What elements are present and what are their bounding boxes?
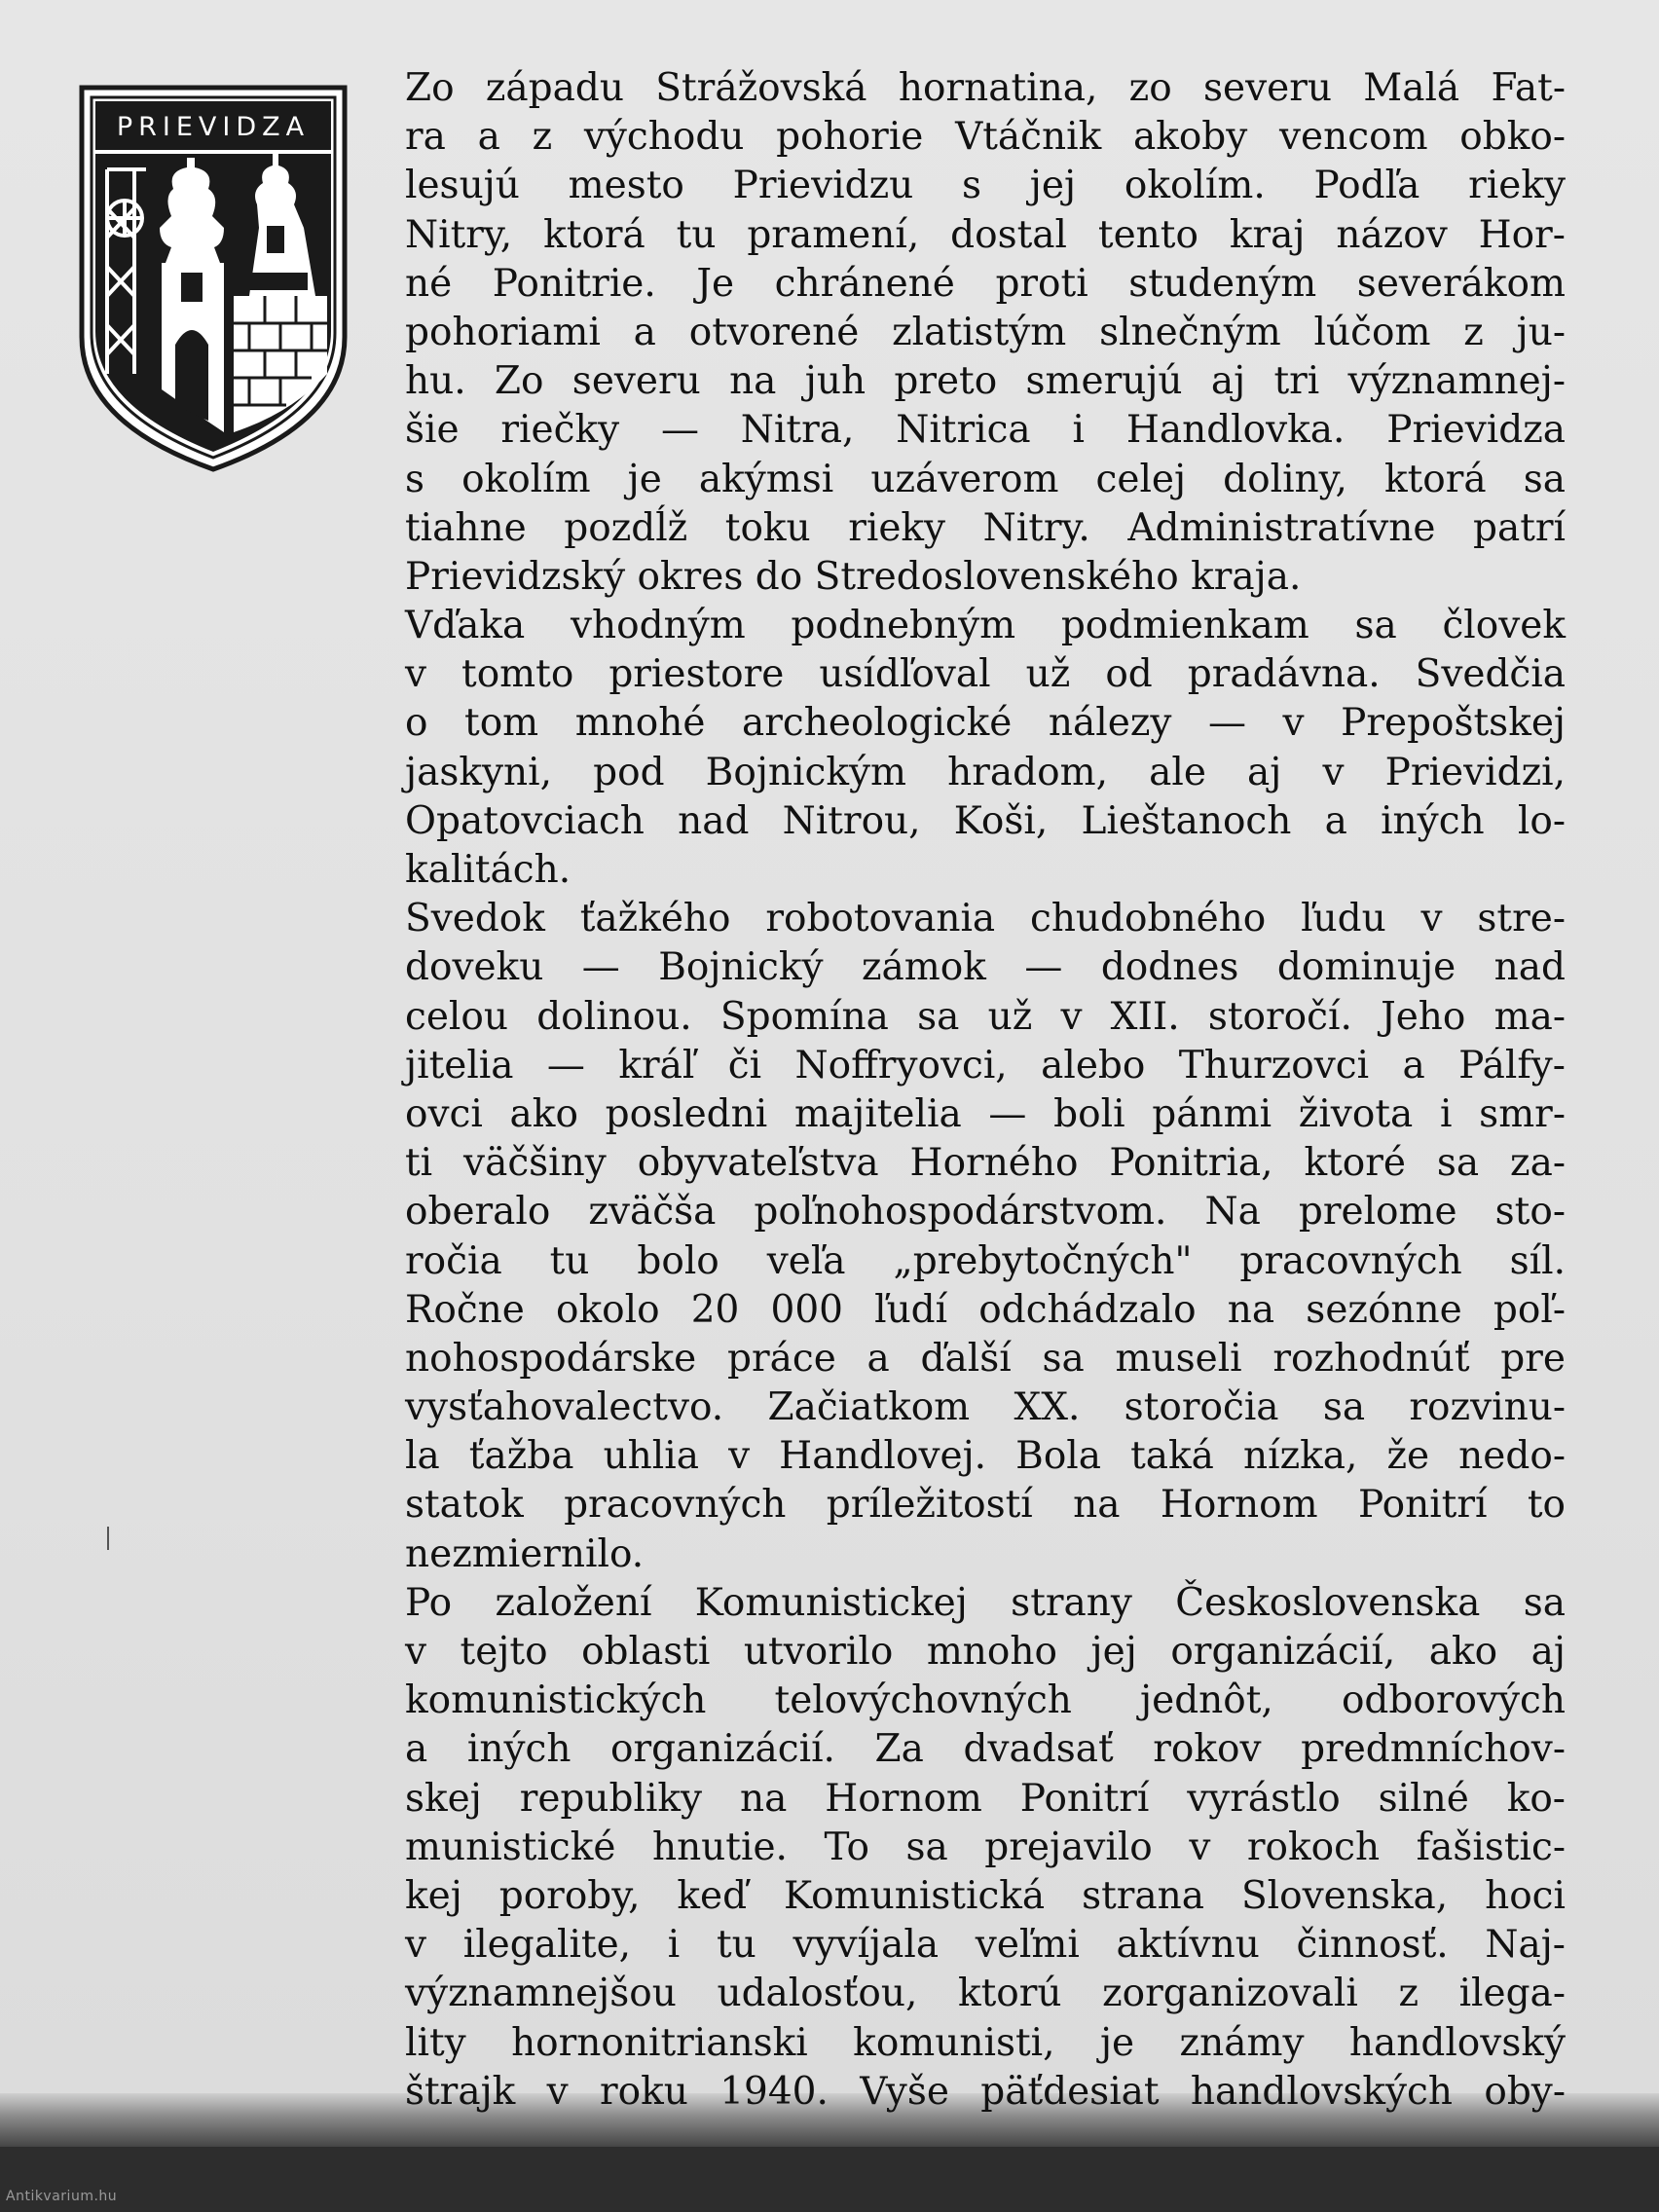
- text-line: v tejto oblasti utvorilo mnoho jej organizácií, ako aj: [405, 1630, 1566, 1674]
- text-line: šie riečky — Nitra, Nitrica i Handlovka. Prievidza: [405, 408, 1566, 453]
- text-line: nezmiernilo.: [405, 1531, 645, 1576]
- text-line: lity hornonitrianski komunisti, je známy handlovský: [405, 2020, 1566, 2065]
- text-line: ti väčšiny obyvateľstva Horného Ponitria, ktoré sa za-: [405, 1141, 1566, 1186]
- text-line: štrajk v roku 1940. Vyše päťdesiat handlovských oby-: [405, 2069, 1566, 2114]
- text-line: statok pracovných príležitostí na Hornom Ponitrí to: [405, 1483, 1566, 1528]
- text-line: doveku — Bojnický zámok — dodnes dominuje nad: [405, 945, 1566, 990]
- text-line: Svedok ťažkého robotovania chudobného ľudu v stre-: [405, 897, 1566, 941]
- text-line: hu. Zo severu na juh preto smerujú aj tri významnej-: [405, 359, 1566, 404]
- text-line: v tomto priestore usídľoval už od pradávna. Svedčia: [405, 652, 1566, 697]
- text-line: Ročne okolo 20 000 ľudí odchádzalo na sezónne poľ-: [405, 1287, 1566, 1332]
- text-line: Zo západu Strážovská hornatina, zo severu Malá Fat-: [405, 66, 1566, 110]
- article-body: [405, 64, 1566, 2117]
- text-line: lesujú mesto Prievidzu s jej okolím. Podľa rieky: [405, 164, 1566, 208]
- text-line: Nitry, ktorá tu pramení, dostal tento kraj názov Hor-: [405, 212, 1566, 257]
- text-line: vysťahovalectvo. Začiatkom XX. storočia sa rozvinu-: [405, 1385, 1566, 1430]
- text-line: pohoriami a otvorené zlatistým slnečným lúčom z ju-: [405, 310, 1566, 354]
- text-line: oberalo zväčša poľnohospodárstvom. Na prelome sto-: [405, 1190, 1566, 1235]
- watermark: Antikvarium.hu: [6, 2189, 118, 2204]
- text-line: ra a z východu pohorie Vtáčnik akoby vencom obko-: [405, 115, 1566, 160]
- text-line: o tom mnohé archeologické nálezy — v Prepoštskej: [405, 701, 1566, 746]
- text-line: ovci ako posledni majitelia — boli pánmi života i smr-: [405, 1091, 1566, 1136]
- text-line: munistické hnutie. To sa prejavilo v rokoch fašistic-: [405, 1825, 1566, 1869]
- coat-of-arms-icon: [78, 82, 349, 473]
- text-line: v ilegalite, i tu vyvíjala veľmi aktívnu činnosť. Naj-: [405, 1923, 1566, 1968]
- text-line: a iných organizácií. Za dvadsať rokov predmníchov-: [405, 1727, 1566, 1772]
- crest-city-label: PRIEVIDZA: [116, 112, 311, 142]
- text-line: kej poroby, keď Komunistická strana Slovenska, hoci: [405, 1873, 1566, 1918]
- text-line: ročia tu bolo veľa „prebytočných" pracovných síl.: [405, 1238, 1566, 1283]
- text-line: s okolím je akýmsi uzáverom celej doliny, ktorá sa: [405, 457, 1566, 501]
- prievidza-coat-of-arms: [78, 82, 349, 473]
- background-surface: [0, 2147, 1659, 2212]
- text-line: jaskyni, pod Bojnickým hradom, ale aj v Prievidzi,: [405, 750, 1566, 794]
- text-line: Vďaka vhodným podnebným podmienkam sa človek: [405, 604, 1566, 648]
- text-line: skej republiky na Hornom Ponitrí vyrástlo silné ko-: [405, 1776, 1566, 1821]
- text-line: nohospodárske práce a ďalší sa museli rozhodnúť pre: [405, 1336, 1566, 1381]
- text-line: jitelia — kráľ či Noffryovci, alebo Thurzovci a Pálfy-: [405, 1043, 1566, 1088]
- text-line: významnejšou udalosťou, ktorú zorganizovali z ilega-: [405, 1972, 1566, 2016]
- text-line: kalitách.: [405, 848, 571, 892]
- text-line: komunistických telovýchovných jednôt, odborových: [405, 1678, 1566, 1723]
- text-line: tiahne pozdĺž toku rieky Nitry. Administratívne patrí: [405, 505, 1566, 550]
- page-mark: [107, 1527, 109, 1550]
- text-line: Prievidzský okres do Stredoslovenského kraja.: [405, 554, 1302, 599]
- text-line: Opatovciach nad Nitrou, Koši, Lieštanoch a iných lo-: [405, 798, 1566, 843]
- text-line: Po založení Komunistickej strany Československa sa: [405, 1580, 1566, 1625]
- text-line: la ťažba uhlia v Handlovej. Bola taká nízka, že nedo-: [405, 1434, 1566, 1479]
- text-line: né Ponitrie. Je chránené proti studeným severákom: [405, 261, 1566, 306]
- text-line: celou dolinou. Spomína sa už v XII. storočí. Jeho ma-: [405, 994, 1566, 1039]
